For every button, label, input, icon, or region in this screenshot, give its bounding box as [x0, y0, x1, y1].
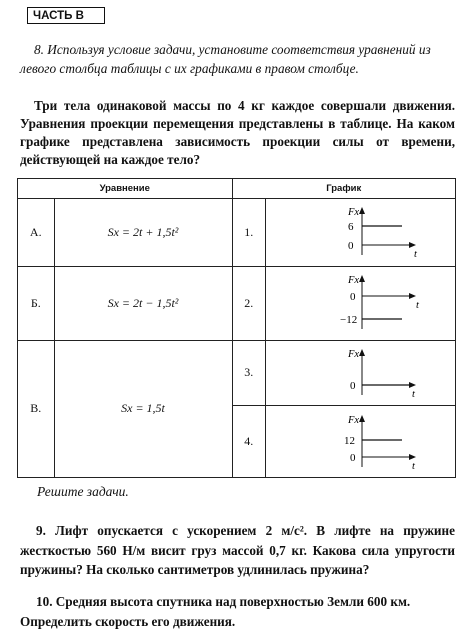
equation-cell: Sx = 2t − 1,5t² [54, 266, 232, 340]
axis-x-label: t [415, 300, 419, 312]
task-9-text: 9. Лифт опускается с ускорением 2 м/с². В лифте на пружине жесткостью 560 Н/м висит груз массой 0,7 кг. Какова сила упругости пружины? На сколько сантиметров удлинилась пружина? [20, 523, 455, 577]
table-row [18, 266, 456, 340]
table-row [18, 340, 456, 405]
graph-cell [265, 199, 455, 266]
tick-label: −12 [339, 314, 358, 327]
equation-cell: Sx = 2t + 1,5t² [54, 199, 232, 266]
row-letter: А. [18, 199, 55, 266]
axis-x-label: t [411, 460, 415, 472]
task-8-instruction: 8. Используя условие задачи, установите соответствия уравнений из левого столбца таблицы с их графиками в правом столбце. [20, 42, 431, 76]
graph-4 [266, 411, 455, 473]
axis-y-label: Fx [347, 348, 360, 360]
axis-y-label: Fx [347, 207, 360, 219]
axis-y-label: Fx [347, 275, 360, 287]
header-equation: Уравнение [18, 179, 233, 199]
tick-label: 6 [347, 221, 354, 234]
graph-cell [265, 406, 455, 478]
tick-label: 12 [343, 434, 355, 447]
graph-number: 1. [232, 199, 265, 266]
graph-cell [265, 266, 455, 340]
table-header-row [18, 179, 456, 199]
row-letter: В. [18, 340, 55, 477]
header-graph: График [232, 179, 456, 199]
axis-x-label: t [413, 249, 417, 261]
tick-label: 0 [349, 451, 356, 464]
graph-1 [266, 203, 455, 261]
graph-cell [265, 340, 455, 405]
graph-number: 3. [232, 340, 265, 405]
axis-x-label: t [411, 388, 415, 400]
table-row [18, 199, 456, 266]
part-label: ЧАСТЬ B [27, 7, 105, 24]
equation-cell: Sx = 1,5t [54, 340, 232, 477]
graph-number: 4. [232, 406, 265, 478]
graph-number: 2. [232, 266, 265, 340]
task-8-condition: Три тела одинаковой массы по 4 кг каждое совершали движения. Уравнения проекции перемещения представлены в таблице. На каком графике представлена зависимость проекции силы от времени, действующей на каждое тело? [20, 98, 455, 167]
axis-y-label: Fx [347, 414, 360, 426]
tick-label: 0 [347, 240, 354, 253]
tick-label: 0 [349, 291, 356, 304]
row-letter: Б. [18, 266, 55, 340]
graph-2 [266, 271, 455, 335]
tick-label: 0 [349, 379, 356, 392]
graph-3 [266, 345, 455, 401]
task-10-text: 10. Средняя высота спутника над поверхностью Земли 600 км. Определить скорость его движения. [20, 594, 411, 629]
matching-table [17, 178, 456, 478]
solve-heading: Решите задачи. [37, 484, 129, 499]
